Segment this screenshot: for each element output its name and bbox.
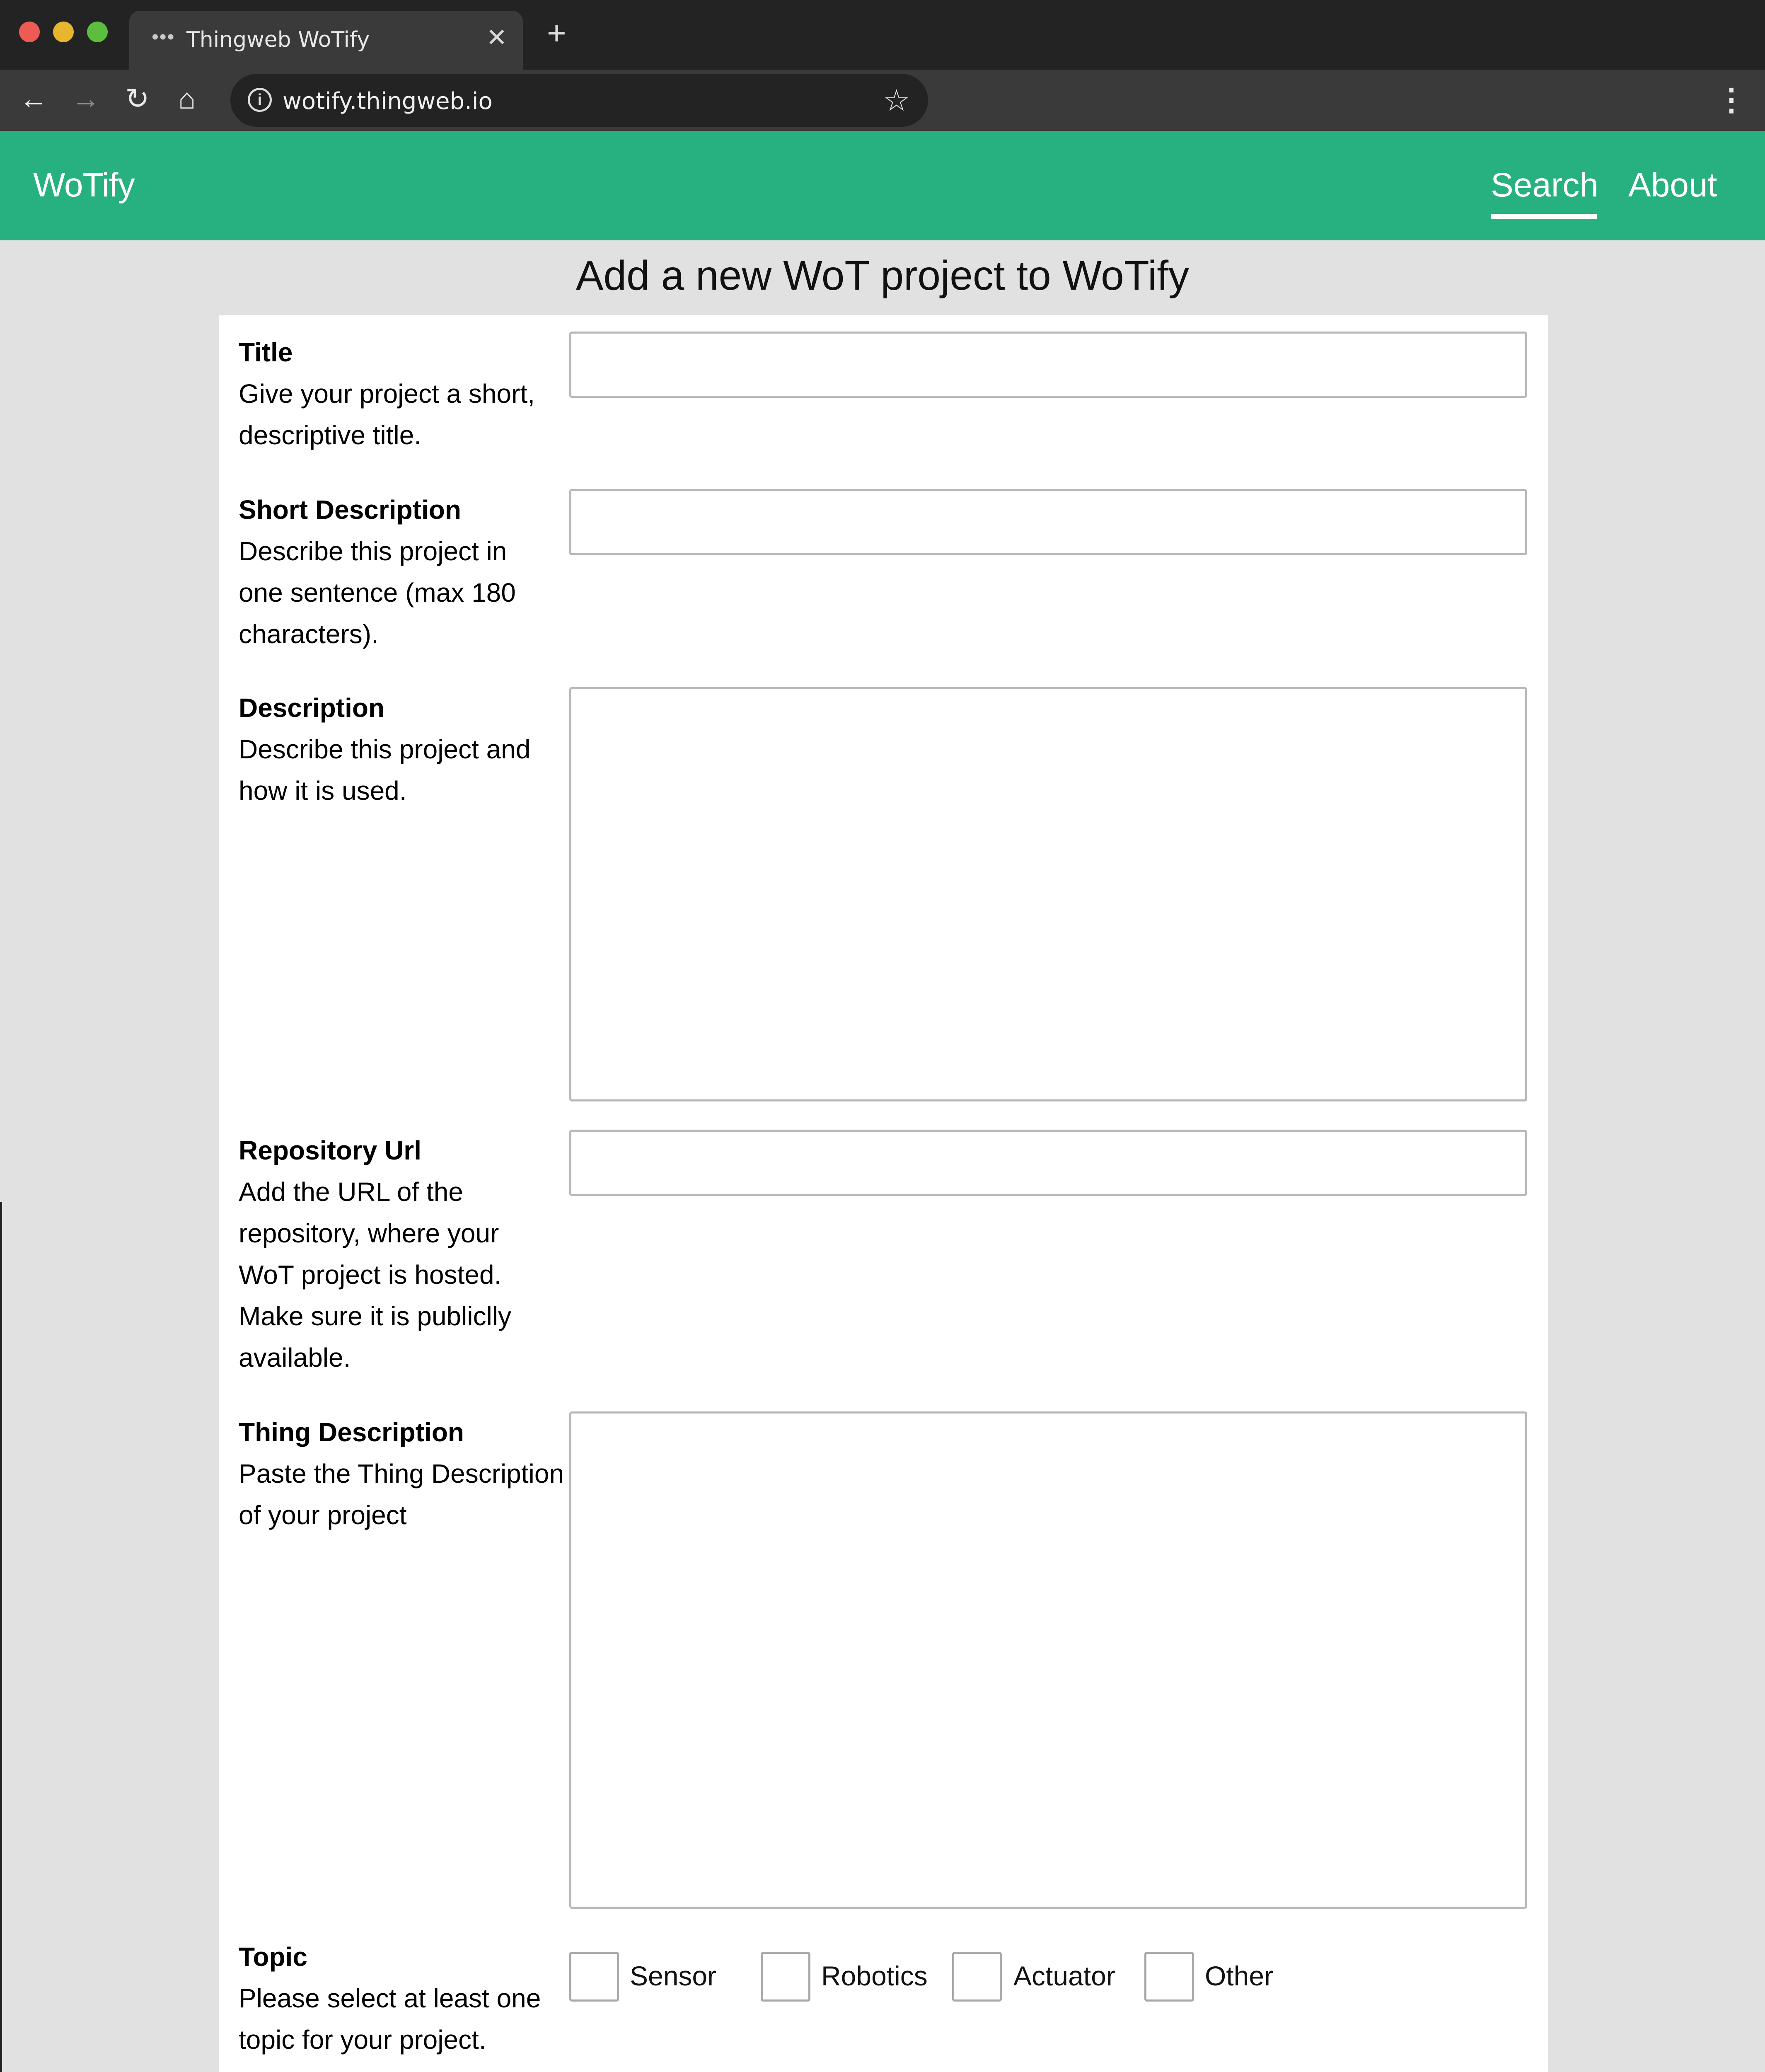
tab-loading-icon: ••• [152,26,175,48]
window-edge [0,1202,2,2072]
repository-url-label: Repository Url [239,1135,421,1165]
short-description-label: Short Description [239,495,461,525]
thing-description-textarea[interactable] [569,1411,1527,1909]
maximize-window-button[interactable] [87,22,108,42]
description-textarea[interactable] [569,687,1527,1101]
repository-url-input[interactable] [569,1130,1527,1196]
topic-sensor-checkbox[interactable] [569,1952,619,2002]
bookmark-star-icon[interactable]: ☆ [883,84,910,117]
topic-other-label[interactable]: Other [1205,1961,1274,1991]
title-label: Title [239,337,293,367]
short-description-field-label [239,489,545,655]
thing-description-field-label [239,1411,566,1536]
repository-url-help: Add the URL of the repository, where your WoT project is hosted. Make sure it is publiclly available. [239,1177,511,1372]
site-info-icon[interactable]: i [248,88,272,112]
brand-logo[interactable]: WoTify [33,166,135,204]
tab-title: Thingweb WoTify [186,27,370,52]
url-text[interactable]: wotify.thingweb.io [283,88,493,115]
forward-arrow-icon[interactable]: → [71,82,100,115]
thing-description-label: Thing Description [239,1417,464,1447]
page-title: Add a new WoT project to WoTify [575,252,1190,299]
repository-url-field-label [239,1130,529,1378]
description-field-label [239,687,545,811]
topic-field-label [239,1936,566,2060]
description-label: Description [239,693,385,723]
title-field-label [239,332,562,456]
browser-titlebar [0,0,1765,70]
description-help: Describe this project and how it is used. [239,734,531,806]
reload-icon[interactable]: ↻ [125,82,150,115]
home-icon[interactable]: ⌂ [178,82,196,115]
topic-sensor-label[interactable]: Sensor [630,1961,717,1991]
topic-other-checkbox[interactable] [1144,1952,1194,2002]
title-help: Give your project a short, descriptive title. [239,379,535,450]
back-arrow-icon[interactable]: ← [19,82,48,115]
browser-tab[interactable] [129,11,523,70]
nav-about-link[interactable]: About [1628,166,1717,204]
topic-label: Topic [239,1942,307,1972]
browser-toolbar [0,70,1765,131]
nav-search-link[interactable]: Search [1491,166,1598,204]
topic-actuator-label[interactable]: Actuator [1013,1961,1115,1991]
short-description-input[interactable] [569,489,1527,555]
minimize-window-button[interactable] [53,22,74,42]
tab-close-icon[interactable]: ✕ [486,24,507,51]
address-bar[interactable] [230,74,928,127]
close-window-button[interactable] [19,22,40,42]
thing-description-help: Paste the Thing Description of your project [239,1459,564,1530]
topic-robotics-label[interactable]: Robotics [821,1961,928,1991]
topic-robotics-checkbox[interactable] [761,1952,810,2002]
browser-menu-icon[interactable]: ⋮ [1716,82,1747,117]
title-input[interactable] [569,332,1527,398]
topic-actuator-checkbox[interactable] [952,1952,1002,2002]
new-tab-icon[interactable]: + [547,15,566,51]
active-nav-indicator [1491,214,1597,219]
short-description-help: Describe this project in one sentence (max 180 characters). [239,536,516,649]
app-header [0,131,1765,240]
topic-help: Please select at least one topic for your project. [239,1983,541,2055]
